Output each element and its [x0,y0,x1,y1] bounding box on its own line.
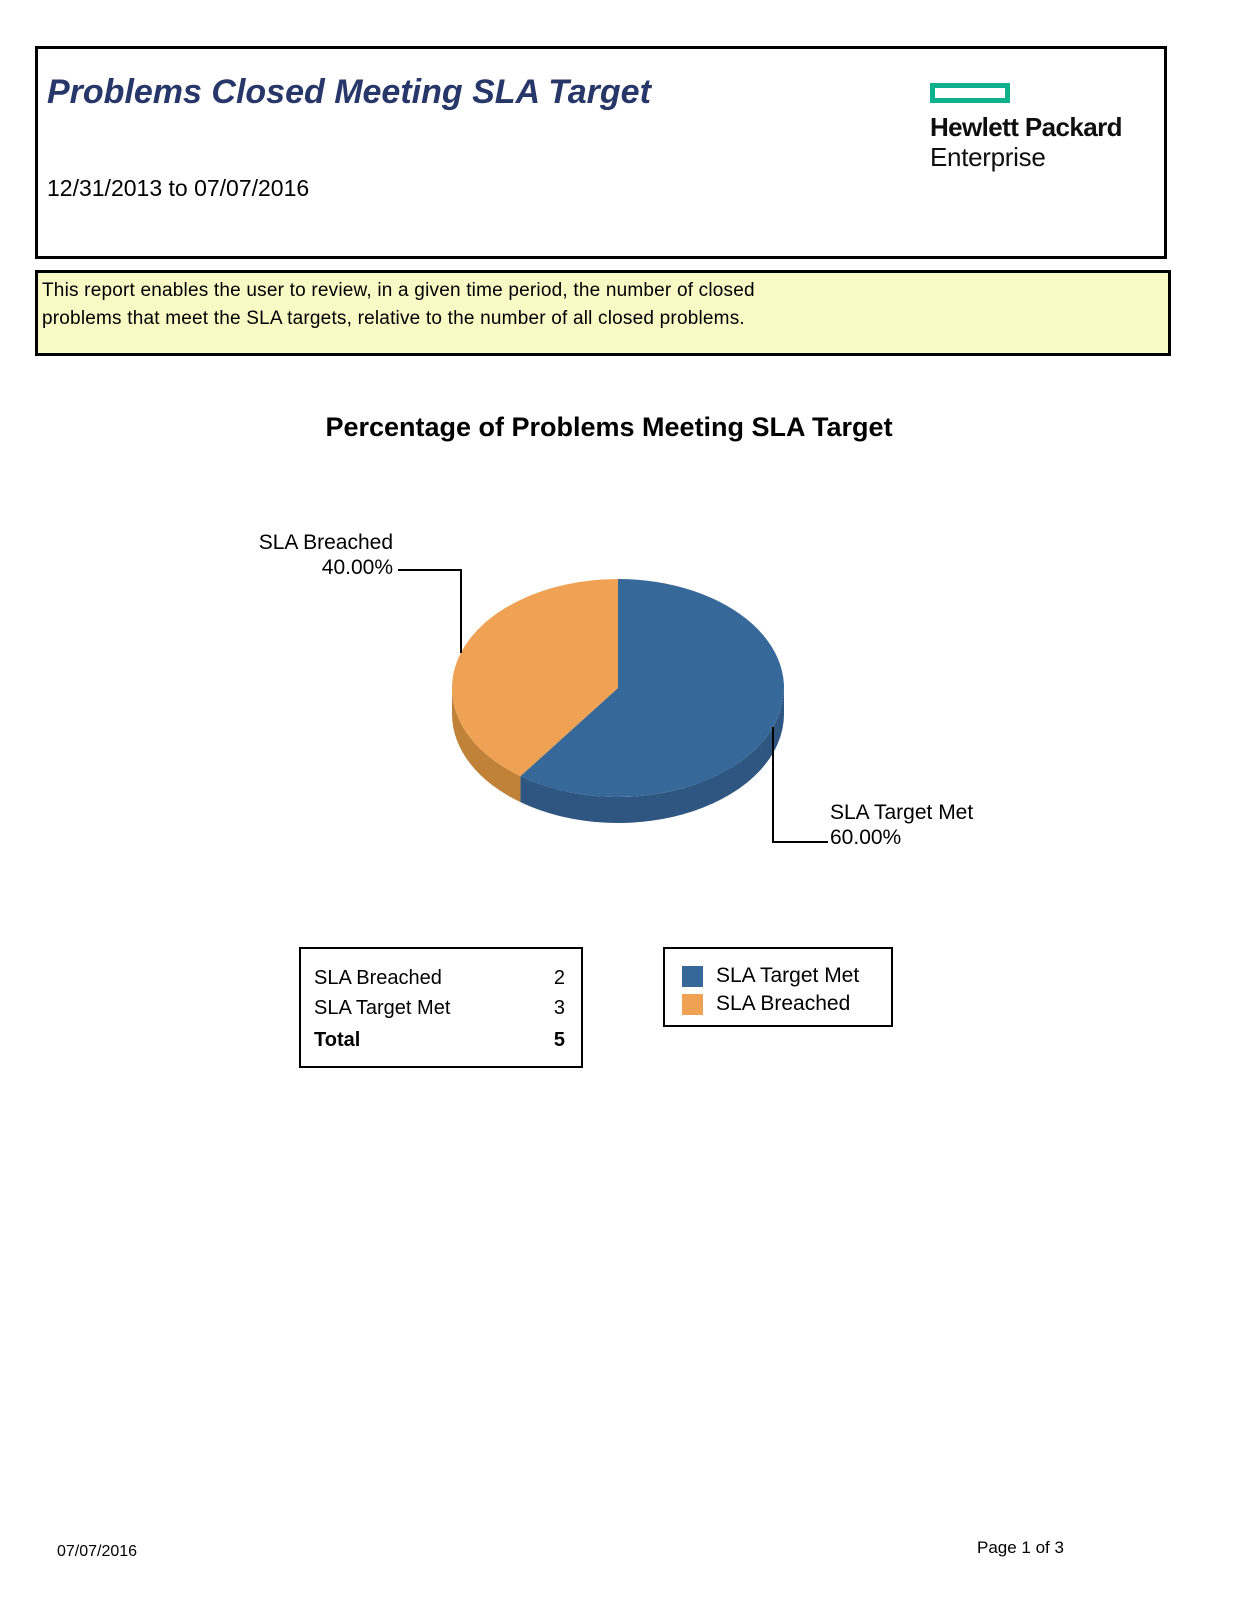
description-box [35,270,1171,356]
description-line-2: problems that meet the SLA targets, relative to the number of all closed problems. [42,308,745,329]
table-row [301,963,581,993]
footer-date: 07/07/2016 [57,1543,138,1560]
table-row-value: 5 [553,1028,565,1051]
pie-label-sla-breached [259,530,393,580]
header-box [35,46,1167,259]
table-row-label: SLA Target Met [314,996,451,1019]
chart-title: Percentage of Problems Meeting SLA Target [325,412,893,442]
footer-page-number: Page 1 of 3 [977,1538,1064,1557]
legend-item [682,964,891,988]
hpe-logo [930,83,1122,173]
table-row-value: 3 [553,996,565,1019]
hpe-brand-enterprise: Enterprise [930,142,1046,172]
callout-line-sla-target-met [773,727,828,842]
hpe-brand-name: Hewlett Packard [930,112,1122,142]
callout-line-sla-breached [398,570,461,653]
pie-label-sla-breached-percent: 40.00% [321,556,393,579]
pie-label-sla-breached-name: SLA Breached [258,531,393,554]
chart-legend [663,947,893,1027]
summary-table [299,947,583,1068]
hpe-logo-mark-icon [930,83,1010,103]
legend-label: SLA Breached [716,992,851,1015]
pie-label-sla-target-met-percent: 60.00% [830,826,902,849]
table-row-total [301,1025,581,1055]
legend-label: SLA Target Met [716,964,860,987]
pie-3d-slices [452,579,784,823]
pie-label-sla-target-met [830,800,973,850]
table-row-label: Total [314,1028,361,1051]
pie-label-sla-target-met-name: SLA Target Met [830,801,974,824]
report-title: Problems Closed Meeting SLA Target [47,73,651,111]
legend-item [682,992,891,1016]
table-row-value: 2 [553,966,565,989]
report-date-range: 12/31/2013 to 07/07/2016 [47,175,310,201]
table-row-label: SLA Breached [314,966,442,989]
table-row [301,993,581,1023]
legend-swatch-sla-target-met [682,966,703,987]
description-line-1: This report enables the user to review, in a given time period, the number of closed [42,280,755,301]
legend-swatch-sla-breached [682,994,703,1015]
